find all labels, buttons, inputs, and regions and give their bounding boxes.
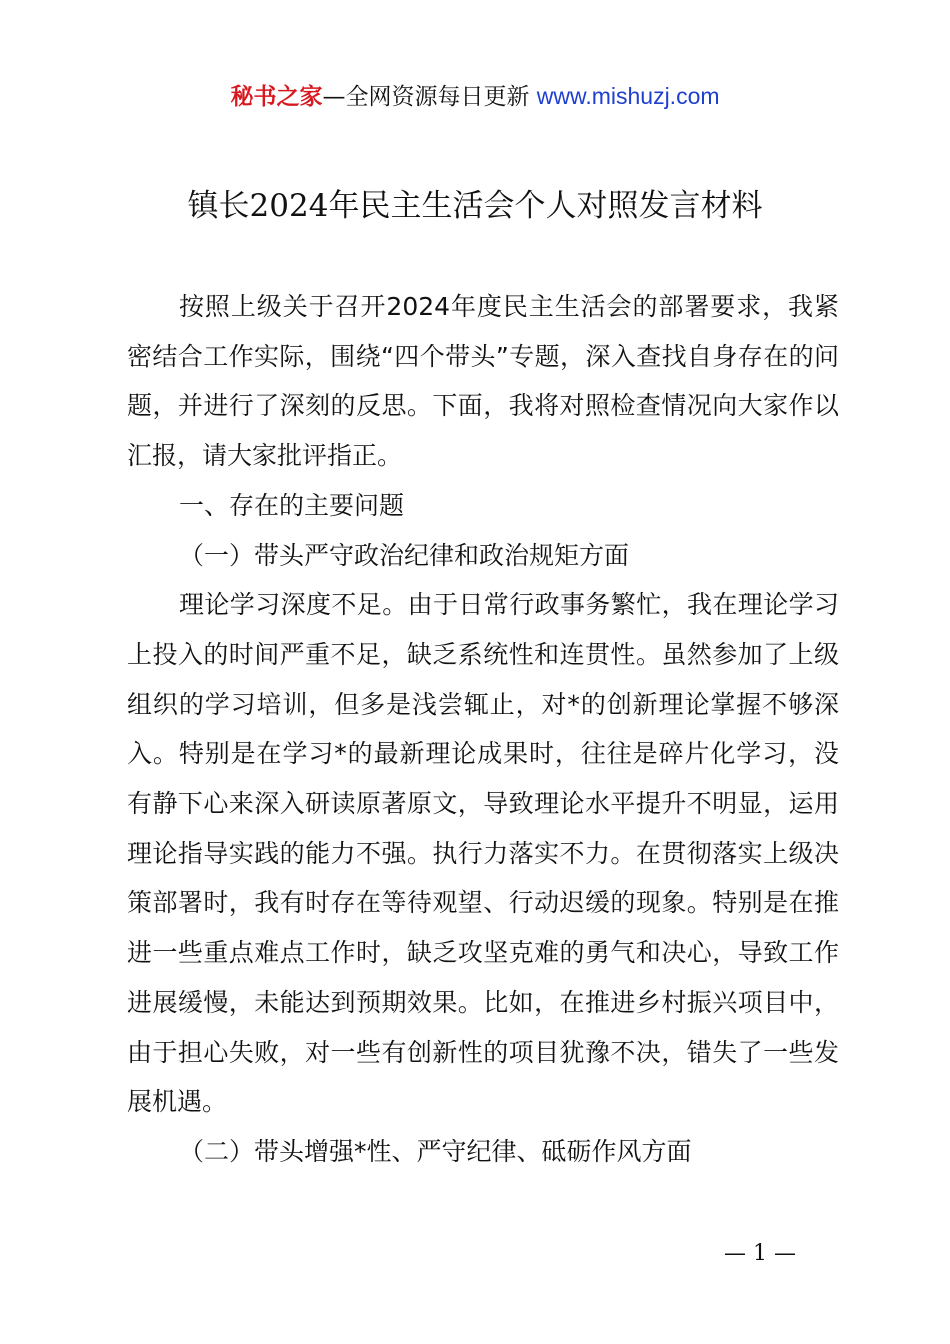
document-title: 镇长2024年民主生活会个人对照发言材料 [187, 188, 763, 224]
site-url-link[interactable]: www.mishuzj.com [536, 83, 720, 109]
body-paragraph: 理论学习深度不足。由于日常行政事务繁忙，我在理论学习上投入的时间严重不足，缺乏系统性和连贯性。虽然参加了上级组织的学习培训，但多是浅尝辄止，对*的创新理论掌握不够深入。特别是在学习*的最新理论成果时，往往是碎片化学习，没有静下心来深入研读原著原文，导致理论水平提升不明显，运用理论指导实践的能力不强。执行力落实不力。在贯彻落实上级决策部署时，我有时存在等待观望、行动迟缓的现象。特别是在推进一些重点难点工作时，缺乏攻坚克难的勇气和决心，导致工作进展缓慢，未能达到预期效果。比如，在推进乡村振兴项目中，由于担心失败，对一些有创新性的项目犹豫不决，错失了一些发展机遇。 [127, 590, 839, 1117]
subsection-heading: （一）带头严守政治纪律和政治规矩方面 [179, 540, 630, 570]
site-header [0, 80, 950, 113]
section-heading: 一、存在的主要问题 [179, 490, 405, 520]
site-tagline: —全网资源每日更新 [322, 84, 537, 110]
subsection-heading: （二）带头增强*性、严守纪律、砥砺作风方面 [179, 1136, 692, 1166]
document-body [127, 282, 839, 1177]
intro-paragraph: 按照上级关于召开2024年度民主生活会的部署要求，我紧密结合工作实际，围绕“四个带头”专题，深入查找自身存在的问题，并进行了深刻的反思。下面，我将对照检查情况向大家作以汇报，请大家批评指正。 [127, 292, 839, 471]
page-number: — 1 — [724, 1241, 796, 1266]
site-brand: 秘书之家 [230, 84, 323, 110]
